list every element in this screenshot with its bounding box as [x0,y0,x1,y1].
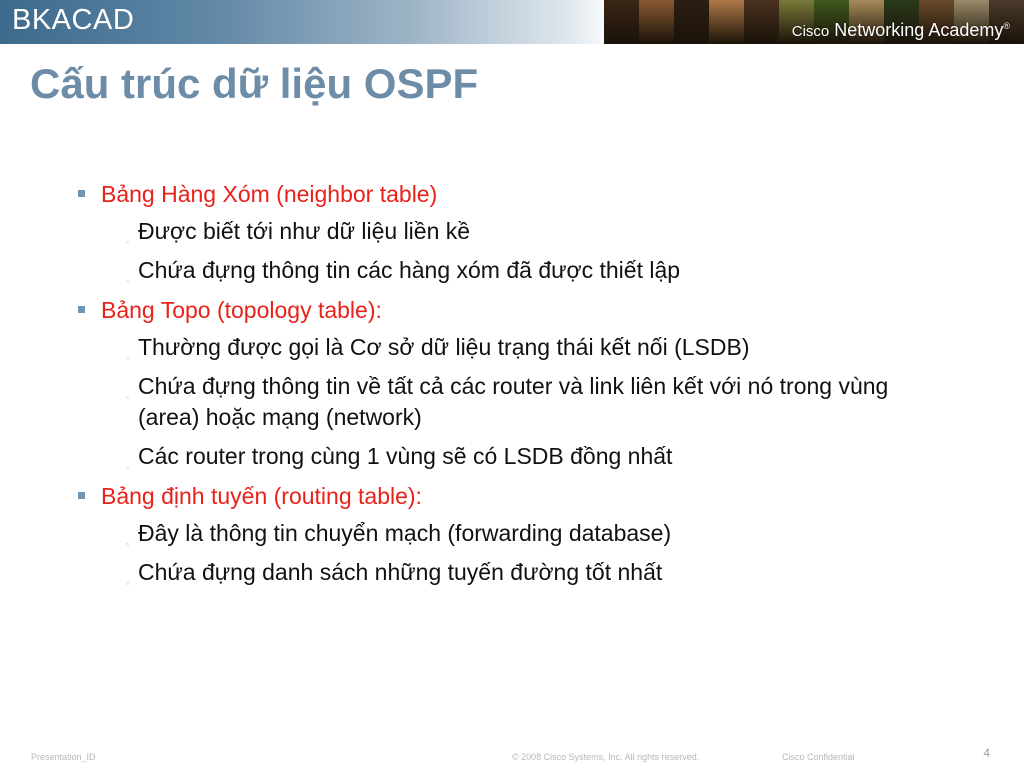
page-number: 4 [983,746,990,760]
bullet-section [78,294,978,472]
academy-logo [792,20,1010,41]
academy-logo-name: Networking Academy [834,20,1004,40]
header-photo-cell [709,0,744,44]
brand-label: BKACAD [12,4,135,36]
sub-bullet-text: Chứa đựng thông tin về tất cả các router và link liên kết với nó trong vùng (area) hoặc mạng (network) [138,373,889,430]
sub-bullet-text: Được biết tới như dữ liệu liền kề [138,218,471,244]
section-heading [78,178,978,216]
academy-logo-prefix: Cisco [791,23,830,40]
sub-bullet-icon: ▫ [126,540,129,549]
sub-bullet-text: Thường được gọi là Cơ sở dữ liệu trạng thái kết nối (LSDB) [138,334,750,360]
square-bullet-icon [78,190,85,197]
footer-confidential: Cisco Confidential [782,752,855,762]
sub-bullet-text: Chứa đựng thông tin các hàng xóm đã được thiết lập [138,257,681,283]
sub-bullet-icon: ▫ [126,579,129,588]
section-label: Bảng Hàng Xóm (neighbor table) [101,181,438,207]
sub-bullet-icon: ▫ [126,463,129,472]
sub-bullet-icon: ▫ [126,354,129,363]
header-bar [0,0,1024,44]
square-bullet-icon [78,492,85,499]
bullet-section [78,178,978,286]
page-title: Cấu trúc dữ liệu OSPF [30,60,479,107]
sub-bullet-icon: ▫ [126,393,129,402]
section-label: Bảng Topo (topology table): [101,297,382,323]
sub-bullet-item [126,371,978,433]
academy-logo-trademark: ® [1003,21,1010,31]
footer-copyright: © 2008 Cisco Systems, Inc. All rights reserved. [512,752,700,762]
header-photo-cell [604,0,639,44]
section-heading [78,480,978,518]
sub-bullet-text: Chứa đựng danh sách những tuyến đường tốt nhất [138,559,663,585]
sub-bullet-item [126,216,978,247]
sub-bullet-item [126,441,978,472]
bullet-section [78,480,978,588]
sub-bullet-icon: ▫ [126,277,129,286]
sub-bullet-text: Đây là thông tin chuyển mạch (forwarding database) [138,520,672,546]
sub-bullet-item [126,255,978,286]
section-heading [78,294,978,332]
slide-content [78,178,978,596]
sub-bullet-icon: ▫ [126,238,129,247]
sub-bullet-item [126,332,978,363]
section-label: Bảng định tuyến (routing table): [101,483,422,509]
sub-bullet-item [126,518,978,549]
header-photo-cell [674,0,709,44]
sub-bullet-item [126,557,978,588]
square-bullet-icon [78,306,85,313]
footer-presentation-id: Presentation_ID [31,752,96,762]
header-photo-cell [639,0,674,44]
sub-bullet-text: Các router trong cùng 1 vùng sẽ có LSDB đồng nhất [138,443,673,469]
header-photo-cell [744,0,779,44]
